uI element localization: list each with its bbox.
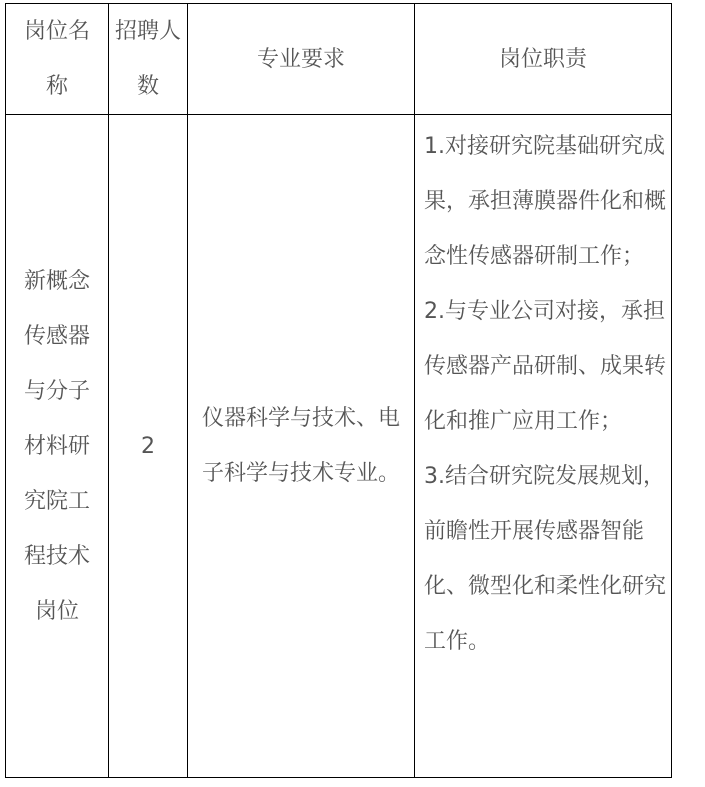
headcount-value: 2 xyxy=(141,433,155,459)
headcount-cell xyxy=(109,115,188,778)
header-major-requirement-text: 专业要求 xyxy=(256,46,345,72)
duty-item-1: 1.对接研究院基础研究成果，承担薄膜器件化和概念性传感器研制工作； xyxy=(424,134,667,269)
job-table xyxy=(5,3,672,778)
header-position-name xyxy=(6,4,109,115)
header-headcount-text: 招聘人数 xyxy=(114,19,181,99)
table-header-row xyxy=(6,4,672,115)
major-requirement-cell xyxy=(188,115,415,778)
major-requirement: 仪器科学与技术、电子科学与技术专业。 xyxy=(201,406,400,486)
header-major-requirement xyxy=(188,4,415,115)
duty-item-3: 3.结合研究院发展规划，前瞻性开展传感器智能化、微型化和柔性化研究工作。 xyxy=(424,464,667,654)
duty-item-2: 2.与专业公司对接，承担传感器产品研制、成果转化和推广应用工作； xyxy=(424,299,667,434)
header-headcount xyxy=(109,4,188,115)
header-duties xyxy=(415,4,672,115)
table-row xyxy=(6,115,672,778)
header-position-name-text: 岗位名称 xyxy=(23,19,90,99)
position-name: 新概念传感器与分子材料研究院工程技术岗位 xyxy=(23,268,90,624)
position-name-cell xyxy=(6,115,109,778)
duties-cell xyxy=(415,115,672,778)
header-duties-text: 岗位职责 xyxy=(498,46,587,72)
